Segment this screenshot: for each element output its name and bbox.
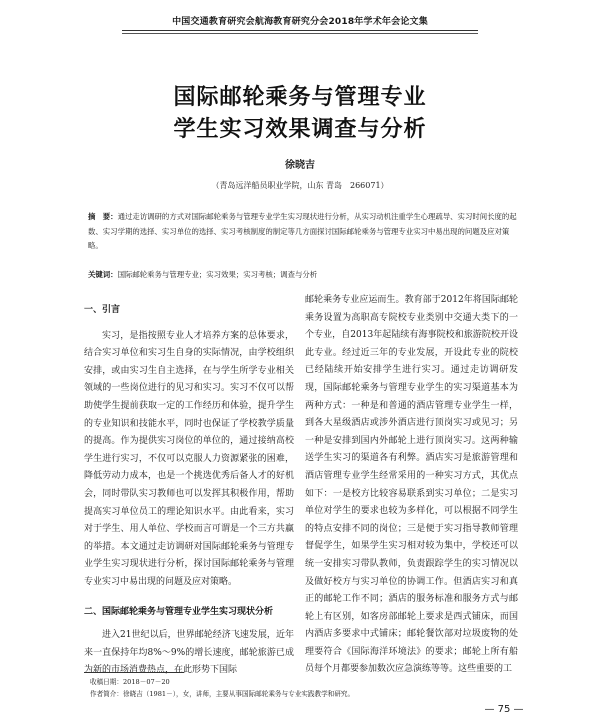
keywords-text: 国际邮轮乘务与管理专业；实习效果；实习考核；调查与分析	[117, 270, 318, 279]
author-name: 徐晓吉	[285, 160, 315, 171]
footnote-author-bio: 作者简介：徐晓吉（1981－），女，讲师，主要从事国际邮轮乘务与专业实践教学和研究。	[90, 690, 355, 698]
paragraph: 实习，是指按照专业人才培养方案的总体要求，结合实习单位和实习生自身的实际情况，由学校组织安排，或由实习生自主选择，在与学生所学专业相关领域的一些岗位进行的见习和实习。实习不仅可以帮助使学生提前获取一定的工作经历和体验，提升学生的专业知识和技能水平，同时也保证了学校教学质量的提高。作为提供实习岗位的单位的，通过接纳高校学生进行实习，不仅可以克服人力资源紧张的困难，降低劳动力成本，也是一个挑选优秀后备人才的好机会，同时带队实习教师也可以发挥其积极作用，帮助提高实习单位员工的理论知识水平。由此看来，实习对于学生、用人单位、学校而言可谓是一个三方共赢的举措。本文通过走访调研对国际邮轮乘务与管理专业学生实习现状进行分析，探讨国际邮轮乘务与管理专业实习中易出现的问题及应对策略。	[84, 330, 294, 587]
article-title-line1: 国际邮轮乘务与管理专业	[173, 85, 427, 110]
section-heading-analysis: 二、国际邮轮乘务与管理专业学生实习现状分析	[84, 606, 274, 617]
footnote-received: 收稿日期：2018－07－20	[90, 678, 170, 686]
page-number: — 75 —	[484, 704, 524, 715]
abstract-text: 通过走访调研的方式对国际邮轮乘务与管理专业学生实习现状进行分析，从实习动机注重学生心理疏导、实习时间长度的起数、实习学期的选择、实习单位的选择、实习考核制度的制定等几方面探讨国际邮轮乘务与管理专业实习中易出现的问题及应对策略。	[88, 212, 517, 250]
keywords	[88, 268, 520, 282]
paragraph: 进入21世纪以后，世界邮轮经济飞速发展，近年来一直保持年均8%～9%的增长速度，邮轮旅游已成为新的市场消费热点，在此形势下国际	[84, 630, 294, 676]
abstract	[88, 210, 520, 254]
body-column-left	[84, 292, 294, 680]
author-affiliation: （青岛远洋船员职业学院，山东 青岛 266071）	[211, 181, 389, 190]
header-rule	[122, 30, 478, 31]
article-title-line2: 学生实习效果调查与分析	[173, 117, 427, 142]
running-head: 中国交通教育研究会航海教育研究分会2018年学术年会论文集	[172, 17, 428, 27]
keywords-label: 关键词：	[88, 270, 118, 279]
header-rule-thin	[122, 33, 478, 34]
section-heading-intro: 一、引言	[84, 305, 121, 315]
footnote-rule	[84, 672, 184, 673]
body-column-right	[305, 292, 518, 679]
paragraph: 邮轮乘务专业应运而生。教育部于2012年将国际邮轮乘务设置为高职高专院校专业类别中交通大类下的一个专业，自2013年起陆续有海事院校和旅游院校开设此专业。经过近三年的专业发展，开设此专业的院校已经陆续开始安排学生进行实习。通过走访调研发现，国际邮轮乘务与管理专业学生的实习渠道基本为两种方式：一种是和普通的酒店管理专业学生一样，到各大星级酒店或涉外酒店进行顶岗实习或见习；另一种是安排到国内外邮轮上进行顶岗实习。这两种输送学生实习的渠道各有利弊。酒店实习是旅游管理和酒店管理专业学生经常采用的一种实习方式，其优点如下：一是校方比较容易联系到实习单位；二是实习单位对学生的要求也较为多样化，可以根据不同学生的特点安排不同的岗位；三是便于实习指导教师管理督促学生，如果学生实习相对较为集中，学校还可以统一安排实习带队教师，负责跟踪学生的实习情况以及做好校方与实习单位的协调工作。但酒店实习和真正的邮轮工作不同；酒店的服务标准和服务方式与邮轮上有区别，如客房部邮轮上要求是西式铺床，而国内酒店多要求中式铺床；邮轮餐饮部对垃圾废物的处理要符合《国际海洋环境法》的要求；邮轮上所有船员每个月都要参加数次应急演练等等。这些重要的工	[305, 295, 518, 675]
abstract-label: 摘 要：	[88, 212, 118, 221]
